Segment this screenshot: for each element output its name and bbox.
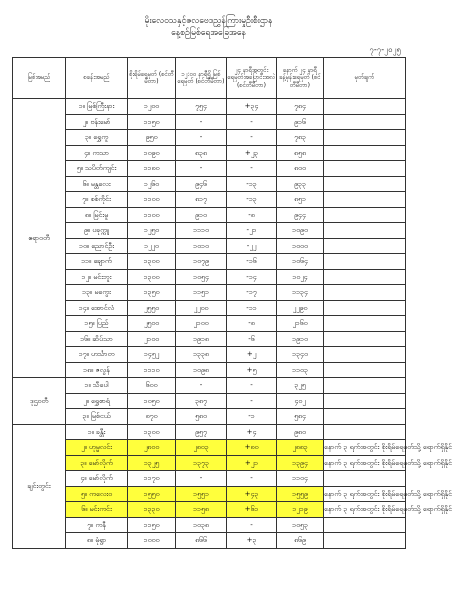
table-row xyxy=(13,145,406,161)
table-row xyxy=(13,192,406,208)
water-level-cell: ၁၉၁၈ xyxy=(176,331,227,347)
forecast-cell: ၈၆၉ xyxy=(277,533,324,549)
forecast-cell: ၈၀၀ xyxy=(277,161,324,177)
remark-cell xyxy=(324,238,406,254)
table-row xyxy=(13,517,406,533)
station-cell: ၁၄။ အောင်လံ xyxy=(66,300,128,316)
water-level-cell: ၁၁၅၁ xyxy=(176,285,227,301)
col-header-river: မြစ်အမည် xyxy=(13,58,66,99)
station-cell: ၃။ မော်လိုက် xyxy=(66,455,128,471)
river-name-cell: ဒုဌဝတီ xyxy=(13,378,66,425)
water-level-cell: ၁၃၇၃ xyxy=(176,455,227,471)
table-row xyxy=(13,223,406,239)
remark-cell xyxy=(324,533,406,549)
table-row xyxy=(13,393,406,409)
change-cell: +၄ xyxy=(227,424,277,440)
remark-cell xyxy=(324,254,406,270)
change-cell: -၈ xyxy=(227,207,277,223)
forecast-cell: ၃၂၅ xyxy=(277,378,324,394)
danger-level-cell: ၁၃၂၅ xyxy=(128,455,176,471)
forecast-cell: ၁၃၉၄ xyxy=(277,455,324,471)
change-cell: - xyxy=(227,517,277,533)
station-cell: ၅။ သပိတ်ကျင်း xyxy=(66,161,128,177)
change-cell: +၈၀ xyxy=(227,440,277,456)
remark-cell xyxy=(324,316,406,332)
remark-cell: နောက် ၃ ရက်အတွင်း စိုးရိမ်ရေမှတ်သို့ ရောက်ရှိနိုင် xyxy=(324,455,406,471)
danger-level-cell: ၁၂၂၀ xyxy=(128,238,176,254)
station-cell: ၉။ ပခုက္ကူ xyxy=(66,223,128,239)
table-row xyxy=(13,207,406,223)
remark-cell xyxy=(324,114,406,130)
forecast-cell: ၇၈၄ xyxy=(277,99,324,115)
table-row xyxy=(13,378,406,394)
forecast-cell: ၉၃၃ xyxy=(277,176,324,192)
danger-level-cell: ၆၀၀ xyxy=(128,378,176,394)
table-row xyxy=(13,362,406,378)
station-cell: ၁၅။ ပြည် xyxy=(66,316,128,332)
table-row xyxy=(13,130,406,146)
danger-level-cell: ၁၂၅၀ xyxy=(128,223,176,239)
station-cell: ၁၂။ မင်းဘူး xyxy=(66,269,128,285)
table-body xyxy=(13,99,452,549)
table-row xyxy=(13,533,406,549)
danger-level-cell: ၁၁၅၀ xyxy=(128,114,176,130)
table-row xyxy=(13,471,406,487)
change-cell: -၁၆ xyxy=(227,254,277,270)
change-cell: - xyxy=(227,114,277,130)
station-cell: ၁၁။ ချောက် xyxy=(66,254,128,270)
water-level-cell: ၁၅၅၁ xyxy=(176,486,227,502)
station-cell: ၁။ သီပေါ xyxy=(66,378,128,394)
table-row xyxy=(13,176,406,192)
table-row xyxy=(13,331,406,347)
station-cell: ၅။ ကလေးဝ xyxy=(66,486,128,502)
river-level-table xyxy=(12,57,452,549)
table-row xyxy=(13,409,406,425)
change-cell: +၃ xyxy=(227,533,277,549)
danger-level-cell: ၁၃၀၀ xyxy=(128,269,176,285)
forecast-cell: ၁၀၆၄ xyxy=(277,254,324,270)
report-title: မိုးလေဝသနှင့်ဇလဗေဒညွှန်ကြားမှုဦးစီးဌာန xyxy=(144,16,273,26)
change-cell: +၂၃ xyxy=(227,145,277,161)
table-row xyxy=(13,502,406,518)
change-cell: -၁၁ xyxy=(227,300,277,316)
danger-level-cell: ၁၃၀၀ xyxy=(128,254,176,270)
change-cell: -၆ xyxy=(227,331,277,347)
water-level-cell: ၈၃၈ xyxy=(176,145,227,161)
water-level-cell: - xyxy=(176,471,227,487)
water-level-cell: ၂၈၀၃ xyxy=(176,440,227,456)
danger-level-cell: ၁၄၅၂ xyxy=(128,347,176,363)
danger-level-cell: ၁၀၅၀ xyxy=(128,393,176,409)
danger-level-cell: ၂၅၀၀ xyxy=(128,316,176,332)
station-cell: ၂။ ဟုမ္မလင်း xyxy=(66,440,128,456)
change-cell: - xyxy=(227,471,277,487)
remark-cell xyxy=(324,269,406,285)
station-cell: ၁။ ခန္တီး xyxy=(66,424,128,440)
table-row xyxy=(13,424,406,440)
change-cell: +၂၁ xyxy=(227,455,277,471)
forecast-cell: ၁၂၁၉ xyxy=(277,502,324,518)
water-level-cell: ၅၈၀ xyxy=(176,409,227,425)
station-cell: ၈။ မုံရွာ xyxy=(66,533,128,549)
table-row xyxy=(13,300,406,316)
change-cell: -၁ xyxy=(227,409,277,425)
forecast-cell: ၁၀၀၀ xyxy=(277,238,324,254)
water-level-cell: ၉၁၀ xyxy=(176,207,227,223)
station-cell: ၇။ ကနီ xyxy=(66,517,128,533)
change-cell: - xyxy=(227,161,277,177)
remark-cell xyxy=(324,347,406,363)
danger-level-cell: ၁၅၅၀ xyxy=(128,486,176,502)
remark-cell xyxy=(324,130,406,146)
forecast-cell: ၉၁၆ xyxy=(277,114,324,130)
remark-cell xyxy=(324,471,406,487)
water-level-cell: - xyxy=(176,114,227,130)
danger-level-cell: ၁၁၇၀ xyxy=(128,471,176,487)
station-cell: ၂။ ရွှေစာရံ xyxy=(66,393,128,409)
station-cell: ၄။ မော်လိုက် xyxy=(66,471,128,487)
table-row xyxy=(13,486,406,502)
remark-cell xyxy=(324,176,406,192)
remark-cell: နောက် ၃ ရက်အတွင်း စိုးရိမ်ရေမှတ်သို့ ရောက်ရှိနိုင် xyxy=(324,502,406,518)
water-level-cell: - xyxy=(176,161,227,177)
remark-cell xyxy=(324,424,406,440)
danger-level-cell: ၂၅၅၀ xyxy=(128,300,176,316)
remark-cell xyxy=(324,393,406,409)
danger-level-cell: ၁၁၀၀ xyxy=(128,207,176,223)
forecast-cell: ၉၄၄ xyxy=(277,207,324,223)
table-row xyxy=(13,285,406,301)
station-cell: ၂။ ဗန်းမော် xyxy=(66,114,128,130)
station-cell: ၄။ ကသာ xyxy=(66,145,128,161)
table-row xyxy=(13,254,406,270)
forecast-cell: ၁၁၀၃ xyxy=(277,362,324,378)
forecast-cell: ၄၀၂ xyxy=(277,393,324,409)
water-level-cell: - xyxy=(176,130,227,146)
table-row xyxy=(13,161,406,177)
table-row xyxy=(13,238,406,254)
danger-level-cell: ၁၁၅၀ xyxy=(128,517,176,533)
remark-cell xyxy=(324,223,406,239)
water-level-cell: ၉၅၇ xyxy=(176,424,227,440)
remark-cell xyxy=(324,300,406,316)
report-date: ၇-၇-၂၀၂၅ xyxy=(369,45,401,54)
danger-level-cell: ၁၂၀၀ xyxy=(128,99,176,115)
forecast-cell: ၁၀၅၃ xyxy=(277,517,324,533)
change-cell: - xyxy=(227,393,277,409)
danger-level-cell: ၉၅၀ xyxy=(128,130,176,146)
col-header-forecast: နောက် ၂၄ နာရီ ခန့်မှန်းရေမှတ် (စင်တီမီတာ) xyxy=(277,58,324,99)
danger-level-cell: ၈၇၀ xyxy=(128,409,176,425)
danger-level-cell: ၁၃၀၀ xyxy=(128,424,176,440)
change-cell: -၂၂ xyxy=(227,238,277,254)
station-cell: ၃။ မြစ်ငယ် xyxy=(66,409,128,425)
danger-level-cell: ၁၁၈၀ xyxy=(128,161,176,177)
table-row xyxy=(13,99,406,115)
forecast-cell: ၅၈၄ xyxy=(277,409,324,425)
danger-level-cell: ၁၁၀၀ xyxy=(128,192,176,208)
remark-cell: နောက် ၃ ရက်အတွင်း စိုးရိမ်ရေမှတ်သို့ ရောက်ရှိနိုင် xyxy=(324,440,406,456)
change-cell: +၆၁ xyxy=(227,502,277,518)
water-level-cell: ၈၆၆ xyxy=(176,533,227,549)
remark-cell xyxy=(324,517,406,533)
station-cell: ၁၆။ ဆိပ်သာ xyxy=(66,331,128,347)
water-level-cell: ၁၀၉၈ xyxy=(176,362,227,378)
forecast-cell: ၁၁၀၄ xyxy=(277,471,324,487)
remark-cell xyxy=(324,331,406,347)
col-header-remarks: မှတ်ချက် xyxy=(324,58,406,99)
col-header-danger-level: စိုးရိမ်ရေမှတ် (စင်တီမီတာ) xyxy=(128,58,176,99)
water-level-cell: ၁၃၃၈ xyxy=(176,347,227,363)
change-cell: +၅ xyxy=(227,362,277,378)
station-cell: ၁၇။ ဟင်္သာတ xyxy=(66,347,128,363)
forecast-cell: ၁၃၄၀ xyxy=(277,347,324,363)
forecast-cell: ၂၈၈၃ xyxy=(277,440,324,456)
change-cell: +၂ xyxy=(227,347,277,363)
danger-level-cell: ၁၃၅၀ xyxy=(128,285,176,301)
remark-cell xyxy=(324,99,406,115)
change-cell: +၄၃ xyxy=(227,486,277,502)
remark-cell xyxy=(324,285,406,301)
change-cell: - xyxy=(227,378,277,394)
water-level-cell: ၇၅၄ xyxy=(176,99,227,115)
col-header-change: ၂၄ နာရီအတွင်း ရေမှတ်အပြောင်းအလဲ (စင်တီမီတာ) xyxy=(227,58,277,99)
water-level-cell: ၂၂၀၀ xyxy=(176,300,227,316)
water-level-cell: ၃၈၇ xyxy=(176,393,227,409)
forecast-cell: ၉၈၀ xyxy=(277,424,324,440)
station-cell: ၁၀။ ညောင်ဦး xyxy=(66,238,128,254)
forecast-cell: ၂၂၉၀ xyxy=(277,300,324,316)
change-cell: -၈ xyxy=(227,316,277,332)
river-name-cell: ဧရာဝတီ xyxy=(13,99,66,378)
water-level-cell: ၉၄၆ xyxy=(176,176,227,192)
change-cell: -၁၇ xyxy=(227,285,277,301)
forecast-cell: ၁၉၁၀ xyxy=(277,331,324,347)
water-level-cell: ၁၁၁၀ xyxy=(176,223,227,239)
river-name-cell: ချင်းတွင်း xyxy=(13,424,66,548)
station-cell: ၃။ ရွှေကူ xyxy=(66,130,128,146)
remark-cell xyxy=(324,192,406,208)
change-cell: -၂၁ xyxy=(227,223,277,239)
table-row xyxy=(13,269,406,285)
table-row xyxy=(13,114,406,130)
forecast-cell: ၁၀၂၄ xyxy=(277,269,324,285)
danger-level-cell: ၁၂၆၀ xyxy=(128,176,176,192)
remark-cell xyxy=(324,378,406,394)
danger-level-cell: ၁၃၃၀ xyxy=(128,502,176,518)
station-cell: ၆။ မင်းကင်း xyxy=(66,502,128,518)
water-level-cell: ၁၁၅၈ xyxy=(176,502,227,518)
station-cell: ၆။ မန္တလေး xyxy=(66,176,128,192)
danger-level-cell: ၂၁၀၀ xyxy=(128,331,176,347)
station-cell: ၁၃။ မကွေး xyxy=(66,285,128,301)
forecast-cell: ၁၀၉၀ xyxy=(277,223,324,239)
water-level-cell: ၁၀၃၈ xyxy=(176,517,227,533)
remark-cell xyxy=(324,207,406,223)
table-row xyxy=(13,455,406,471)
danger-level-cell: ၂၈၀၀ xyxy=(128,440,176,456)
water-level-cell: ၈၁၇ xyxy=(176,192,227,208)
table-row xyxy=(13,347,406,363)
change-cell: +၃၄ xyxy=(227,99,277,115)
forecast-cell: ၈၅၈ xyxy=(277,145,324,161)
water-level-cell: ၂၁၀၀ xyxy=(176,316,227,332)
station-cell: ၁၈။ ဇလွန် xyxy=(66,362,128,378)
change-cell: - xyxy=(227,130,277,146)
water-level-cell: ၁၀၇၉ xyxy=(176,254,227,270)
table-row xyxy=(13,440,406,456)
danger-level-cell: ၁၀၀၀ xyxy=(128,533,176,549)
station-cell: ၈။ မြင်းမူ xyxy=(66,207,128,223)
remark-cell xyxy=(324,362,406,378)
table-header-row xyxy=(13,58,406,99)
water-level-cell: - xyxy=(176,378,227,394)
table-row xyxy=(13,316,406,332)
station-cell: ၁။ မြစ်ကြီးနား xyxy=(66,99,128,115)
remark-cell: နောက် ၃ ရက်အတွင်း စိုးရိမ်ရေမှတ်သို့ ရောက်ရှိနိုင် xyxy=(324,486,406,502)
danger-level-cell: ၁၀၉၀ xyxy=(128,145,176,161)
forecast-cell: ၂၁၆၀ xyxy=(277,316,324,332)
water-level-cell: ၁၀၅၄ xyxy=(176,269,227,285)
change-cell: -၁၃ xyxy=(227,176,277,192)
col-header-water-level: ၁၂:၀၀ နာရီရှိ မြစ်ရေမှတ် (စင်တီမီတာ) xyxy=(176,58,227,99)
forecast-cell: ၁၁၃၄ xyxy=(277,285,324,301)
forecast-cell: ၁၅၅၉ xyxy=(277,486,324,502)
remark-cell xyxy=(324,145,406,161)
station-cell: ၇။ စစ်ကိုင်း xyxy=(66,192,128,208)
forecast-cell: ၇၈၃ xyxy=(277,130,324,146)
remark-cell xyxy=(324,409,406,425)
danger-level-cell: ၁၁၁၀ xyxy=(128,362,176,378)
remark-cell xyxy=(324,161,406,177)
water-level-cell: ၁၀၁၀ xyxy=(176,238,227,254)
col-header-station: စခန်းအမည် xyxy=(66,58,128,99)
report-subtitle: နေ့စဉ်မြစ်ရေအခြေအနေ xyxy=(171,28,246,38)
forecast-cell: ၈၅၁ xyxy=(277,192,324,208)
change-cell: -၁၄ xyxy=(227,269,277,285)
change-cell: -၁၃ xyxy=(227,192,277,208)
